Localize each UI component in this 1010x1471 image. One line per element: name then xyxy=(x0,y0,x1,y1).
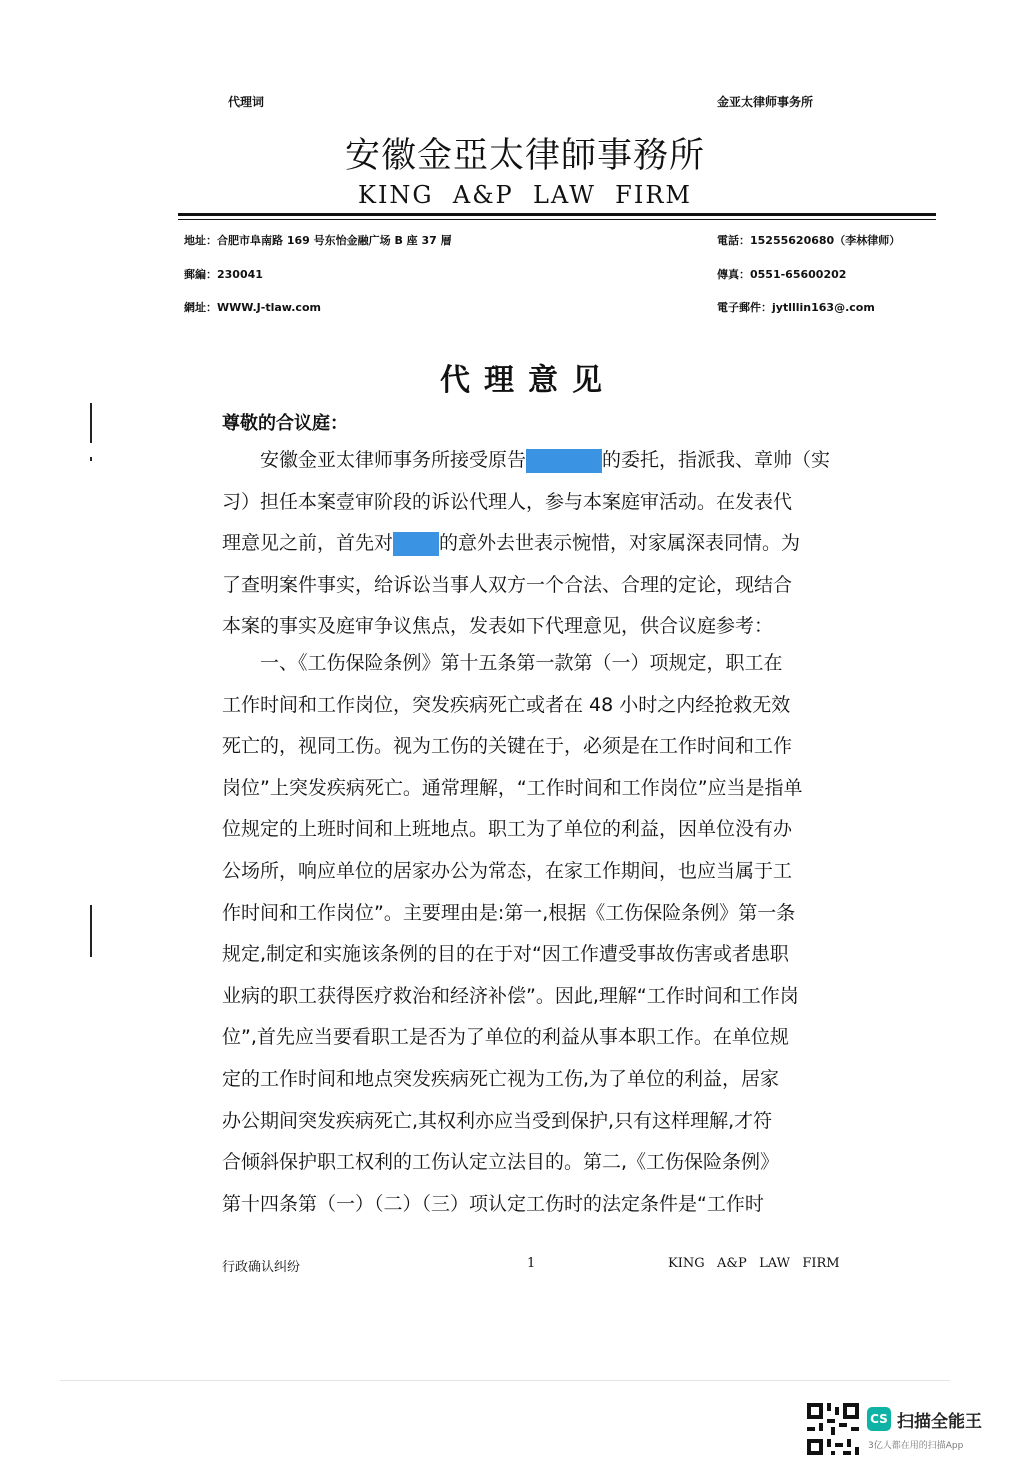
footer-firm-name: KING A&P LAW FIRM xyxy=(668,1256,840,1271)
footer-case-type: 行政确认纠纷 xyxy=(222,1260,301,1275)
text-line: 工作时间和工作岗位，突发疾病死亡或者在 48 小时之内经抢救无效 xyxy=(222,693,791,716)
scan-margin-mark xyxy=(90,457,92,461)
camscanner-logo-icon: CS xyxy=(867,1407,891,1431)
text-line: 公场所，响应单位的居家办公为常态，在家工作期间，也应当属于工 xyxy=(222,859,793,882)
text-line: 定的工作时间和地点突发疾病死亡视为工伤,为了单位的利益，居家 xyxy=(222,1067,780,1090)
scan-margin-mark xyxy=(90,403,92,443)
paragraph-argument-one xyxy=(222,643,848,1225)
text-line: 业病的职工获得医疗救治和经济补偿”。因此,理解“工作时间和工作岗 xyxy=(222,984,799,1007)
paragraph-intro xyxy=(222,440,848,648)
text-line: 规定,制定和实施该条例的目的在于对“因工作遭受事故伤害或者患职 xyxy=(222,943,789,966)
text-line: 位”,首先应当要看职工是否为了单位的利益从事本职工作。在单位规 xyxy=(222,1026,789,1049)
page-number: 1 xyxy=(527,1256,536,1271)
firm-address: 地址：合肥市阜南路 169 号东怡金融广场 B 座 37 層 xyxy=(184,234,452,247)
doc-type-label: 代理词 xyxy=(228,95,265,109)
text-line: 位规定的上班时间和上班地点。职工为了单位的利益，因单位没有办 xyxy=(222,818,793,841)
header-rule-thin xyxy=(178,219,936,220)
firm-postcode: 郵編：230041 xyxy=(184,268,263,281)
page-divider xyxy=(60,1380,950,1381)
firm-name-chinese: 安徽金亞太律師事務所 xyxy=(344,136,705,176)
redaction-block xyxy=(526,449,602,473)
firm-phone: 電話：15255620680（李林律师） xyxy=(717,234,901,247)
text-line: 岗位”上突发疾病死亡。通常理解，“工作时间和工作岗位”应当是指单 xyxy=(222,776,803,799)
scanner-slogan: 3亿人都在用的扫描App xyxy=(868,1441,964,1451)
text-line: 作时间和工作岗位”。主要理由是:第一,根据《工伤保险条例》第一条 xyxy=(222,901,796,924)
header-rule-thick xyxy=(178,213,936,216)
text-line: 办公期间突发疾病死亡,其权利亦应当受到保护,只有这样理解,才符 xyxy=(222,1109,773,1132)
text-line: 安徽金亚太律师事务所接受原告 的委托，指派我、章帅（实 xyxy=(222,449,831,471)
firm-name-english: KING A&P LAW FIRM xyxy=(358,181,692,209)
text-line: 一、《工伤保险条例》第十五条第一款第（一）项规定，职工在 xyxy=(222,652,783,674)
redaction-block xyxy=(393,532,439,556)
scanner-app-name: 扫描全能王 xyxy=(897,1412,982,1432)
firm-email: 電子郵件：jytlllin163@.com xyxy=(717,301,875,314)
scan-margin-mark xyxy=(90,905,92,957)
text-line: 习）担任本案壹审阶段的诉讼代理人，参与本案庭审活动。在发表代 xyxy=(222,490,793,513)
text-line: 死亡的，视同工伤。视为工伤的关键在于，必须是在工作时间和工作 xyxy=(222,735,793,758)
text-line: 理意见之前，首先对 的意外去世表示惋惜，对家属深表同情。为 xyxy=(222,532,801,555)
firm-website: 網址：WWW.J-tlaw.com xyxy=(184,301,321,314)
salutation: 尊敬的合议庭： xyxy=(222,413,348,434)
firm-short-label: 金亚太律师事务所 xyxy=(717,95,814,109)
text-line: 本案的事实及庭审争议焦点，发表如下代理意见，供合议庭参考： xyxy=(222,615,774,638)
text-line: 第十四条第（一）（二）（三）项认定工伤时的法定条件是“工作时 xyxy=(222,1192,764,1215)
firm-fax: 傳真：0551-65600202 xyxy=(717,268,847,281)
text-line: 合倾斜保护职工权利的工伤认定立法目的。第二,《工伤保险条例》 xyxy=(222,1151,780,1174)
qr-code-icon xyxy=(807,1403,859,1455)
document-title: 代理意见 xyxy=(440,363,616,398)
text-line: 了查明案件事实，给诉讼当事人双方一个合法、合理的定论，现结合 xyxy=(222,573,793,596)
